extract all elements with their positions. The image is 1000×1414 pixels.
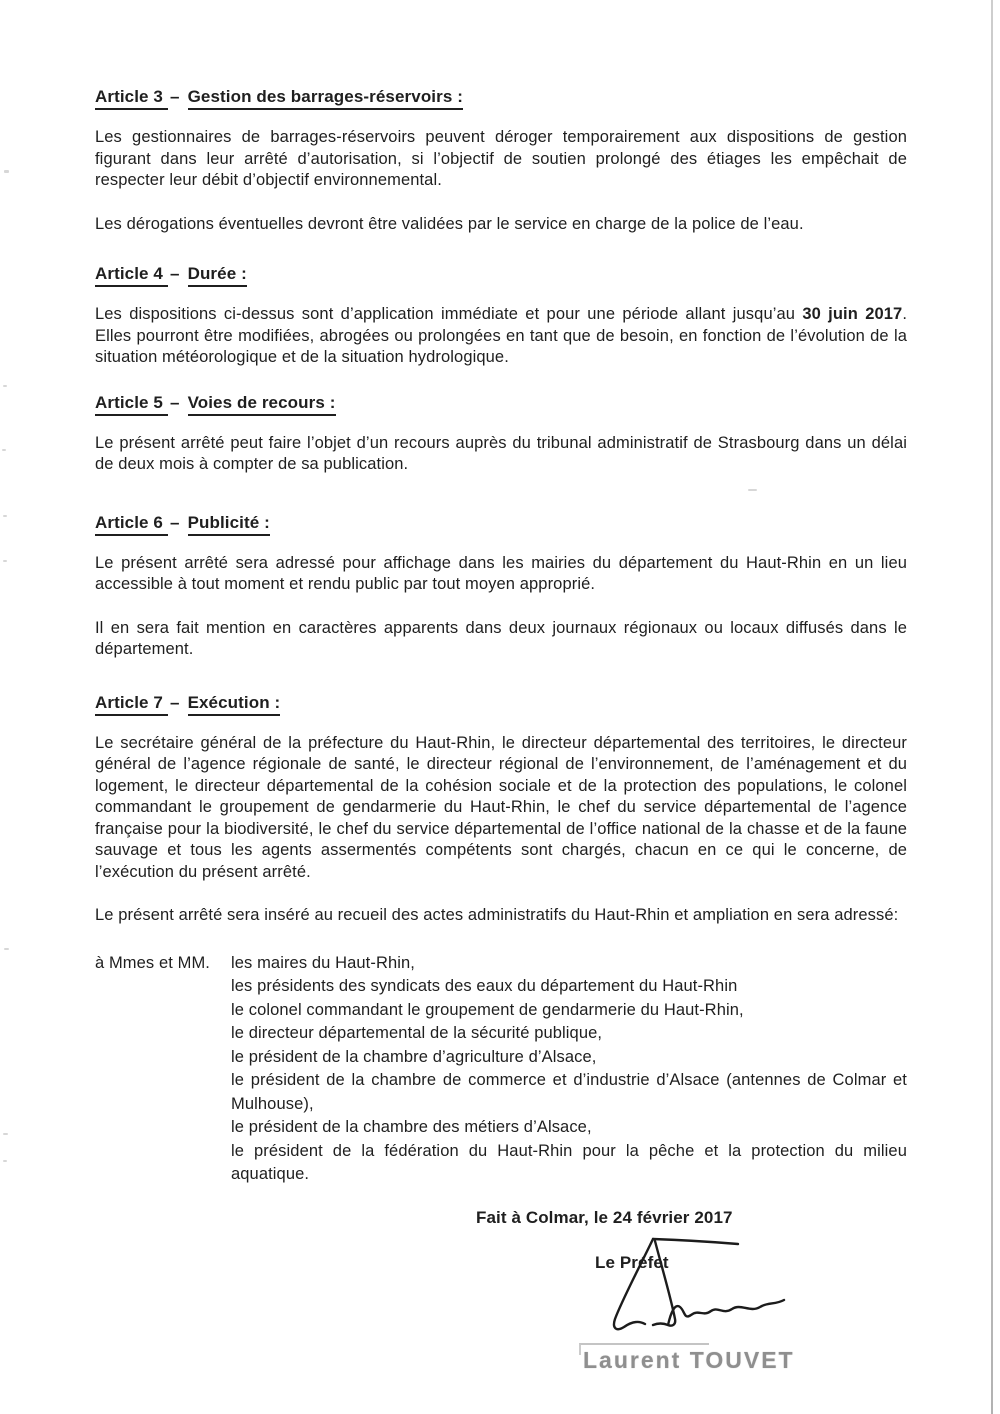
article-label: Article 4 — [95, 263, 168, 287]
scan-noise — [3, 560, 7, 562]
signatory-title: Le Préfet — [595, 1253, 669, 1272]
scan-noise — [4, 948, 9, 950]
list-item: le président de la chambre de commerce et d’industrie d’Alsace (antennes de Colmar et Mulhouse), — [231, 1071, 907, 1113]
article-title: Durée : — [188, 263, 247, 287]
paragraph: Le secrétaire général de la préfecture du Haut-Rhin, le directeur départemental des territoires, le directeur général de l’agence régionale de santé, le directeur régional de l’environnement, de l’aménagement et du logement, le directeur départemental de la cohésion sociale et de la protection des populations, le colonel commandant le groupement de gendarmerie du Haut-Rhin, le chef du service départemental de l’agence française pour la biodiversité, le chef du service départemental de l’office national de la chasse et de la faune sauvage et tous les agents assermentés compétents sont chargés, chacun en ce qui le concerne, de l’exécution du présent arrêté. — [95, 733, 907, 881]
article-3-heading — [95, 86, 907, 110]
article-title: Gestion des barrages-réservoirs : — [188, 86, 463, 110]
list-item: le colonel commandant le groupement de gendarmerie du Haut-Rhin, — [231, 1000, 744, 1019]
paragraph — [95, 304, 907, 369]
article-3-section — [95, 86, 907, 235]
heading-dash: – — [170, 87, 180, 106]
list-item: le directeur départemental de la sécurité publique, — [231, 1024, 603, 1042]
distribution-intro: à Mmes et MM. — [95, 953, 210, 972]
heading-dash: – — [170, 392, 180, 412]
list-item: le président de la chambre des métiers d’Alsace, — [231, 1118, 592, 1136]
list-item: le président de la chambre d’agriculture d’Alsace, — [231, 1047, 597, 1066]
article-5-heading — [95, 392, 907, 416]
article-label: Article 7 — [95, 692, 168, 716]
article-label: Article 5 — [95, 392, 168, 416]
article-5-section — [95, 392, 907, 476]
date-line: Fait à Colmar, le 24 février 2017 — [476, 1207, 733, 1227]
article-6-section — [95, 512, 907, 661]
paragraph: Le présent arrêté sera inséré au recueil des actes administratifs du Haut-Rhin et ampliation en sera adressé: — [95, 906, 899, 924]
distribution-block — [95, 952, 907, 1187]
deadline-date: 30 juin 2017 — [802, 305, 903, 323]
paragraph: Il en sera fait mention en caractères apparents dans deux journaux régionaux ou locaux diffusés dans le département. — [95, 618, 907, 658]
paragraph-text: . Elles pourront être modifiées, abrogées ou prolongées en tant que de besoin, en fonction de l’évolution de la situation météorologique et de la situation hydrologique. — [95, 305, 907, 366]
paragraph-text: Les dispositions ci-dessus sont d’application immédiate et pour une période allant jusqu’au — [95, 305, 803, 323]
heading-dash: – — [170, 512, 180, 532]
paragraph: Le présent arrêté sera adressé pour affichage dans les mairies du département du Haut-Rhin en un lieu accessible à tout moment et rendu public par tout moyen approprié. — [95, 553, 907, 593]
article-title: Voies de recours : — [188, 392, 336, 416]
distribution-list — [231, 952, 907, 1187]
article-label: Article 3 — [95, 86, 168, 110]
scan-edge-line — [991, 0, 993, 1414]
scan-noise — [3, 1133, 8, 1135]
scan-noise — [3, 515, 7, 517]
list-item: les présidents des syndicats des eaux du département du Haut-Rhin — [231, 977, 738, 995]
scan-noise — [4, 170, 9, 173]
article-7-heading — [95, 692, 907, 716]
heading-dash: – — [170, 692, 180, 712]
paragraph: Les gestionnaires de barrages-réservoirs peuvent déroger temporairement aux dispositions de gestion figurant dans leur arrêté d’autorisation, si l’objectif de soutien prolongé des étiages les empêchait de respecter leur débit d’objectif environnemental. — [95, 128, 907, 189]
heading-dash: – — [170, 264, 180, 283]
paragraph: Le présent arrêté peut faire l’objet d’un recours auprès du tribunal administratif de Strasbourg dans un délai de deux mois à compter de sa publication. — [95, 433, 907, 473]
article-6-heading — [95, 512, 907, 536]
article-4-section — [95, 263, 907, 369]
scan-noise — [3, 1160, 7, 1162]
article-7-section — [95, 692, 907, 927]
paragraph: Les dérogations éventuelles devront être validées par le service en charge de la police de l’eau. — [95, 214, 804, 233]
article-title: Exécution : — [188, 692, 281, 716]
article-title: Publicité : — [188, 512, 270, 536]
article-label: Article 6 — [95, 512, 168, 536]
scan-noise — [2, 449, 6, 451]
handwritten-signature — [552, 1226, 832, 1346]
article-4-heading — [95, 263, 907, 287]
list-item: le président de la fédération du Haut-Rhin pour la pêche et la protection du milieu aquatique. — [231, 1141, 907, 1183]
scan-noise — [3, 385, 7, 387]
list-item: les maires du Haut-Rhin, — [231, 953, 415, 972]
signatory-name-stamp: Laurent TOUVET — [583, 1347, 795, 1373]
document-body — [95, 86, 907, 1274]
